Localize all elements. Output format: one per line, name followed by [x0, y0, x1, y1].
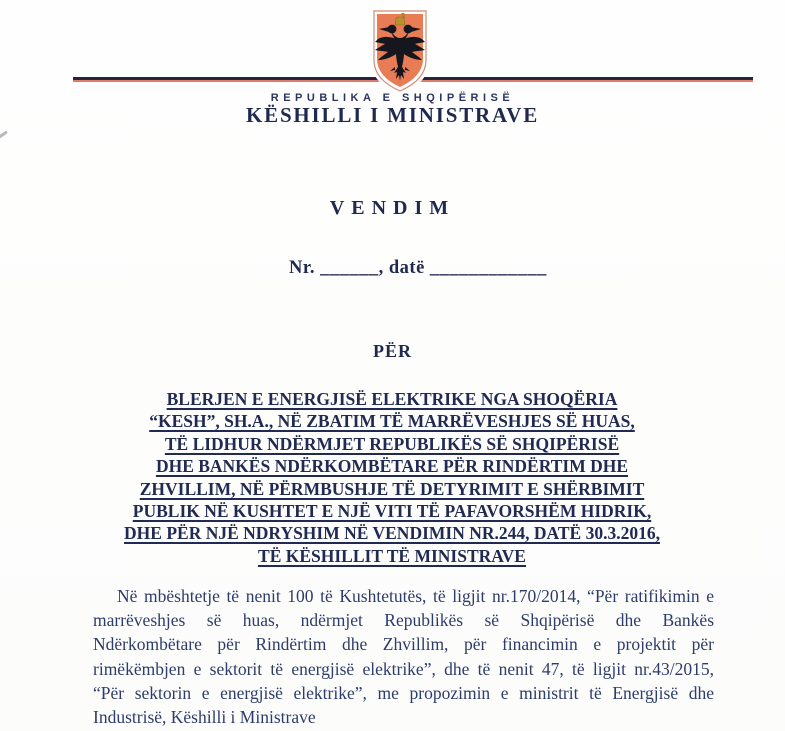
decision-title-line: TË LIDHUR NDËRMJET REPUBLIKËS SË SHQIPËRISË [164, 433, 620, 454]
decision-title-line: DHE PËR NJË NDRYSHIM NË VENDIMIN NR.244, DATË 30.3.2016, [124, 523, 660, 544]
preamble-line: Industrisë, Këshilli i Ministrave [93, 707, 316, 728]
decision-title-line: BLERJEN E ENERGJISË ELEKTRIKE NGA SHOQËRIA [166, 389, 618, 409]
per-label: PËR [373, 341, 412, 361]
council-title: KËSHILLI I MINISTRAVE [246, 103, 539, 127]
republic-title: REPUBLIKA E SHQIPËRISË [270, 92, 515, 104]
preamble-line: rimëkëmbjen e sektorit të energjisë elektrike”, dhe të nenit 47, të ligjit nr.43/2015, [93, 658, 714, 679]
decision-title-line: DHE BANKËS NDËRKOMBËTARE PËR RINDËRTIM DHE [155, 456, 629, 477]
albanian-coat-of-arms-icon [366, 7, 434, 95]
preamble-line: “Për sektorin e energjisë elektrike”, me propozimin e ministrit të Energjisë dhe [93, 682, 714, 703]
decision-number-date-line: Nr. ______, datë ____________ [289, 258, 547, 278]
preamble-line: Në mbështetje të nenit 100 të Kushtetutës, të ligjit nr.170/2014, “Për ratifikimin e [117, 586, 714, 606]
decision-title-line: PUBLIK NË KUSHTET E NJË VITI TË PAFAVORSHËM HIDRIK, [132, 501, 652, 522]
decision-title-line: “KESH”, SH.A., NË ZBATIM TË MARRËVESHJES SË HUAS, [149, 411, 635, 432]
decision-title-block [72, 388, 712, 567]
scan-artifact-mark [0, 130, 8, 138]
preamble-line: Ndërkombëtare për Rindërtim dhe Zhvillim, për financimin e projektit për [93, 634, 714, 655]
decision-title-line: TË KËSHILLIT TË MINISTRAVE [258, 545, 526, 566]
decision-title-line: ZHVILLIM, NË PËRMBUSHJE TË DETYRIMIT E SHËRBIMIT [139, 478, 645, 499]
preamble-paragraph [93, 584, 714, 729]
decision-heading: VENDIM [329, 197, 456, 219]
preamble-line: marrëveshjes së huas, ndërmjet Republikës së Shqipërisë dhe Bankës [93, 610, 714, 631]
